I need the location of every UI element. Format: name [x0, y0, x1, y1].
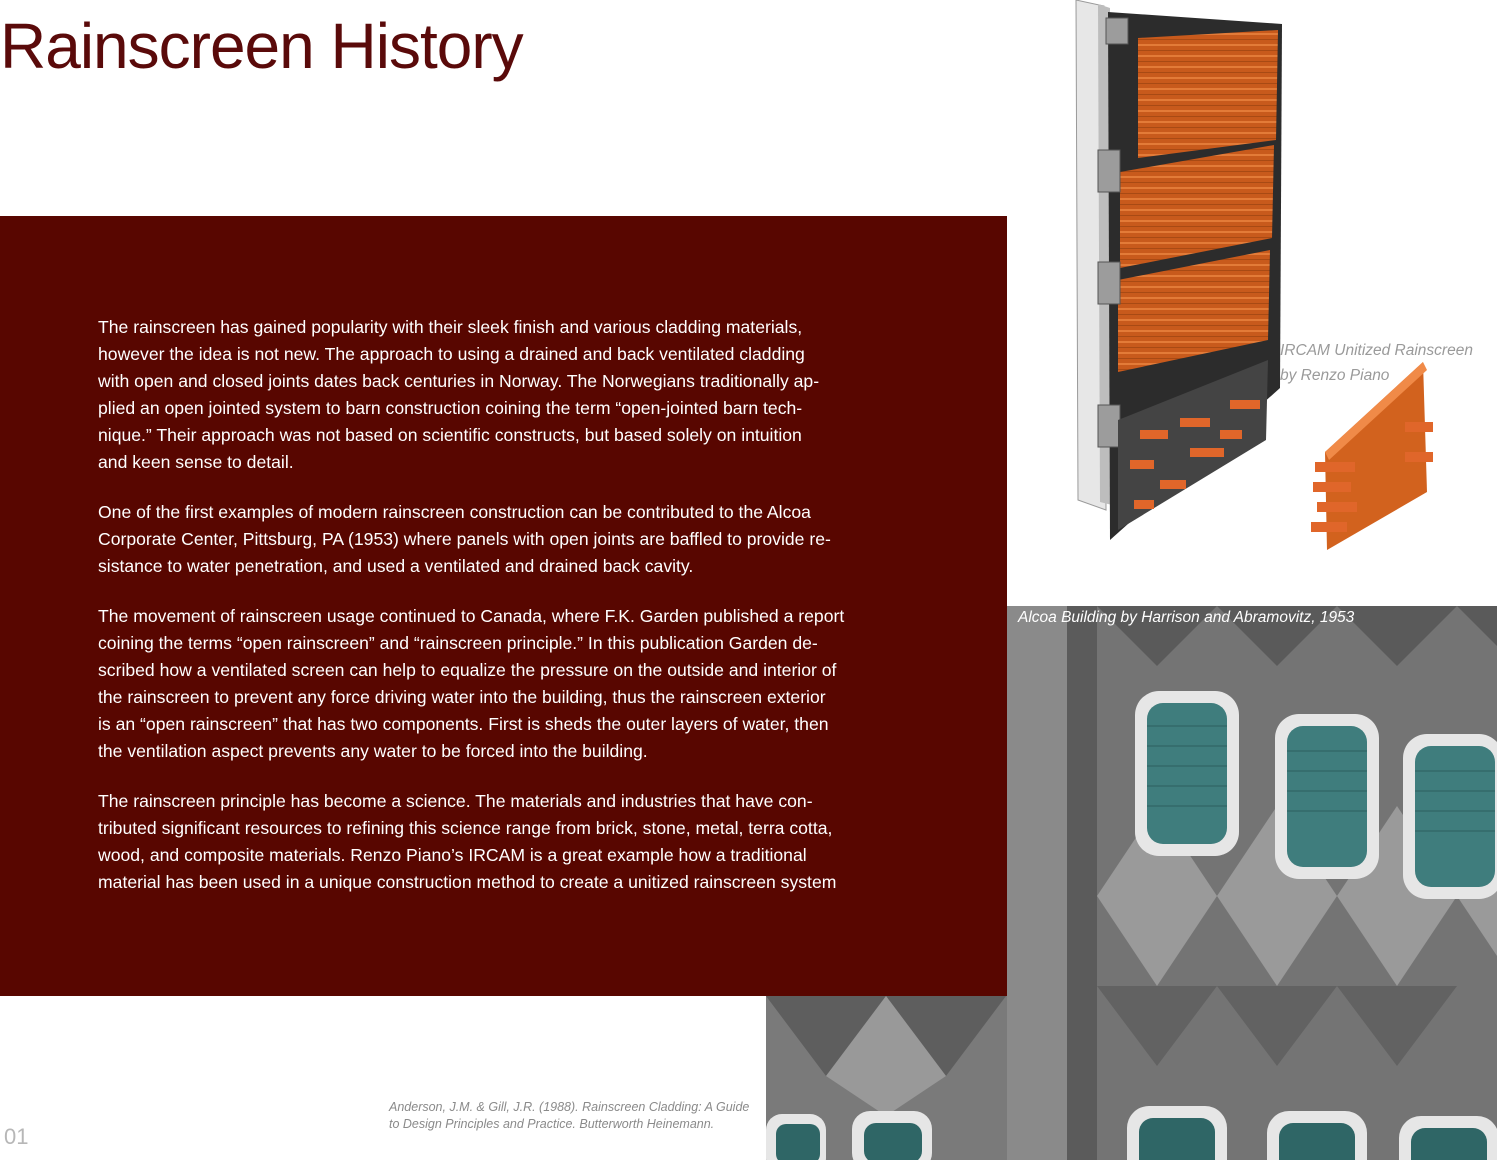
text-panel [0, 216, 1007, 996]
alcoa-building-photo-lower [766, 996, 1007, 1160]
alcoa-facade-lower-drawing [766, 996, 1007, 1160]
terracotta-block-detail [1305, 362, 1435, 557]
paragraph-3: The movement of rainscreen usage continued to Canada, where F.K. Garden published a report coining the terms “open rainscreen” and “rainscreen principle.” In this publication Garden de- scribed how a ventilated screen can help to equalize the pressure on the outside and interior of the rainscreen to prevent any force driving water into the building, thus the rainscreen exterior is an “open rainscreen” that has two components. First is sheds the outer layers of water, then the ventilation aspect prevents any water to be forced into the building. [98, 606, 845, 761]
page-title: Rainscreen History [0, 10, 523, 82]
alcoa-facade-drawing [1007, 606, 1497, 1160]
paragraph-2: One of the first examples of modern rainscreen construction can be contributed to the Alcoa Corporate Center, Pittsburg, PA (1953) where panels with open joints are baffled to provide re- sistance to water penetration, and used a ventilated and drained back cavity. [98, 502, 831, 576]
alcoa-caption: Alcoa Building by Harrison and Abramovitz, 1953 [1018, 609, 1355, 626]
paragraph-4: The rainscreen principle has become a science. The materials and industries that have con- tributed significant resources to refining this science range from brick, stone, metal, terra cotta, wood, and composite materials. Renzo Piano’s IRCAM is a great example how a traditional material has been used in a unique construction method to create a unitized rainscreen system [98, 791, 837, 892]
body-text [98, 314, 918, 919]
page-number: 01 [4, 1124, 29, 1149]
ircam-caption: IRCAM Unitized Rainscreen by Renzo Piano [1280, 342, 1473, 384]
paragraph-1: The rainscreen has gained popularity with their sleek finish and various cladding materials, however the idea is not new. The approach to using a drained and back ventilated cladding with open and closed joints dates back centuries in Norway. The Norwegians traditionally ap- plied an open jointed system to barn construction coining the term “open-jointed barn tech- nique.” Their approach was not based on scientific constructs, but based solely on intuition and keen sense to detail. [98, 317, 820, 472]
citation: Anderson, J.M. & Gill, J.R. (1988). Rainscreen Cladding: A Guide to Design Principles and Practice. Butterworth Heinemann. [389, 1100, 750, 1131]
alcoa-building-photo [1007, 606, 1497, 1160]
